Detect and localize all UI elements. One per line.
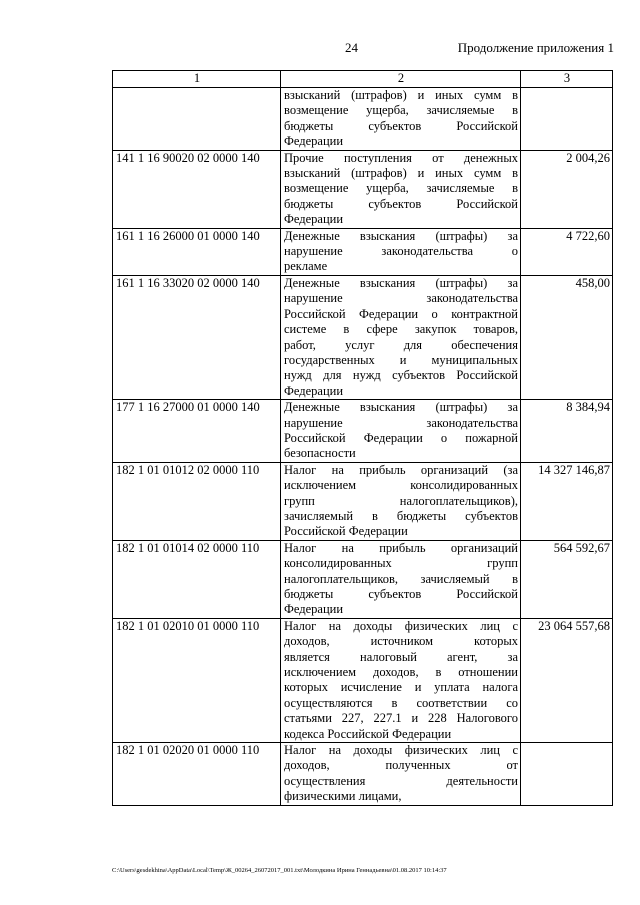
- description-line: бюджеты субъектов Российской: [284, 196, 518, 211]
- description-line: Прочие поступления от денежных: [284, 150, 518, 165]
- description-line: Федерации: [284, 212, 344, 227]
- description-line: Налог на прибыль организаций: [284, 540, 518, 555]
- description-line: осуществляются в соответствии со: [284, 695, 518, 710]
- amount-cell: 14 327 146,87: [521, 462, 613, 540]
- amount-cell: 4 722,60: [521, 228, 613, 275]
- table-row: [113, 228, 613, 275]
- amount-cell: 23 064 557,68: [521, 618, 613, 742]
- table-row: [113, 88, 613, 151]
- column-header-2: 2: [281, 71, 521, 88]
- revenue-description-cell: [281, 400, 521, 463]
- description-line: системе в сфере закупок товаров,: [284, 322, 518, 337]
- revenue-code-cell: 182 1 01 02020 01 0000 110: [113, 743, 281, 806]
- revenue-description-cell: [281, 743, 521, 806]
- amount-cell: 2 004,26: [521, 150, 613, 228]
- description-line: которых исчисление и уплата налога: [284, 680, 518, 695]
- revenue-description-cell: [281, 540, 521, 618]
- table-header-row: [113, 71, 613, 88]
- amount-cell: 8 384,94: [521, 400, 613, 463]
- description-line: физическими лицами,: [284, 789, 402, 804]
- page-number: 24: [345, 40, 358, 55]
- description-line: исключением консолидированных: [284, 478, 518, 493]
- description-line: Налог на доходы физических лиц с: [284, 743, 518, 758]
- description-line: консолидированных групп: [284, 556, 518, 571]
- revenue-code-cell: 161 1 16 33020 02 0000 140: [113, 275, 281, 399]
- description-line: безопасности: [284, 446, 356, 461]
- description-line: бюджеты субъектов Российской: [284, 587, 518, 601]
- amount-cell: [521, 88, 613, 151]
- description-line: Денежные взыскания (штрафы) за: [284, 400, 518, 415]
- table-row: [113, 400, 613, 463]
- table-row: [113, 743, 613, 806]
- amount-cell: 458,00: [521, 275, 613, 399]
- description-line: зачисляемый в бюджеты субъектов: [284, 508, 518, 523]
- revenue-code-cell: 182 1 01 02010 01 0000 110: [113, 618, 281, 742]
- revenue-description-cell: [281, 275, 521, 399]
- description-line: возмещение ущерба, зачисляемые в: [284, 181, 518, 196]
- table-row: [113, 618, 613, 742]
- description-line: групп налогоплательщиков),: [284, 493, 518, 508]
- description-line: взысканий (штрафов) и иных сумм в: [284, 166, 518, 181]
- table-row: [113, 540, 613, 618]
- revenue-description-cell: [281, 88, 521, 151]
- table-row: [113, 462, 613, 540]
- revenue-description-cell: [281, 228, 521, 275]
- table-row: [113, 275, 613, 399]
- description-line: возмещение ущерба, зачисляемые в: [284, 103, 518, 118]
- description-line: Налог на прибыль организаций (за: [284, 462, 518, 477]
- description-line: Денежные взыскания (штрафы) за: [284, 275, 518, 290]
- description-line: нарушение законодательства: [284, 291, 518, 306]
- description-line: Федерации: [284, 134, 344, 149]
- description-line: Федерации: [284, 602, 344, 617]
- file-path-footer: C:\Users\gesdekhina\AppData\Local\Temp\Ж_00264_26072017_001.txt\Молодкина Ирина Геннадьевна\01.08.2017 10:14:37: [112, 867, 447, 874]
- description-line: статьями 227, 227.1 и 228 Налогового: [284, 711, 518, 726]
- amount-cell: 564 592,67: [521, 540, 613, 618]
- description-line: доходов, полученных от: [284, 758, 518, 773]
- description-line: Федерации: [284, 383, 344, 398]
- description-line: является налоговый агент, за: [284, 649, 518, 664]
- amount-cell: [521, 743, 613, 806]
- revenue-description-cell: [281, 462, 521, 540]
- description-line: Российской Федерации: [284, 524, 408, 539]
- revenue-code-cell: 182 1 01 01012 02 0000 110: [113, 462, 281, 540]
- description-line: Денежные взыскания (штрафы) за: [284, 228, 518, 243]
- table-body: [113, 88, 613, 806]
- revenue-code-cell: 161 1 16 26000 01 0000 140: [113, 228, 281, 275]
- table-row: [113, 150, 613, 228]
- budget-revenue-table: [112, 70, 613, 806]
- column-header-3: 3: [521, 71, 613, 88]
- description-line: Российской Федерации о пожарной: [284, 430, 518, 445]
- description-line: Налог на доходы физических лиц с: [284, 618, 518, 633]
- revenue-code-cell: 141 1 16 90020 02 0000 140: [113, 150, 281, 228]
- description-line: взысканий (штрафов) и иных сумм в: [284, 88, 518, 102]
- description-line: Российской Федерации о контрактной: [284, 306, 518, 321]
- description-line: рекламе: [284, 259, 328, 274]
- description-line: работ, услуг для обеспечения: [284, 337, 518, 352]
- description-line: государственных и муниципальных: [284, 352, 518, 367]
- description-line: нужд для нужд субъектов Российской: [284, 368, 518, 383]
- description-line: исключением доходов, в отношении: [284, 665, 518, 680]
- description-line: налогоплательщиков, зачисляемый в: [284, 571, 518, 586]
- revenue-code-cell: 182 1 01 01014 02 0000 110: [113, 540, 281, 618]
- revenue-description-cell: [281, 618, 521, 742]
- description-line: нарушение законодательства о: [284, 244, 518, 259]
- column-header-1: 1: [113, 71, 281, 88]
- revenue-code-cell: 177 1 16 27000 01 0000 140: [113, 400, 281, 463]
- revenue-description-cell: [281, 150, 521, 228]
- description-line: нарушение законодательства: [284, 415, 518, 430]
- revenue-code-cell: [113, 88, 281, 151]
- description-line: кодекса Российской Федерации: [284, 726, 452, 741]
- description-line: осуществления деятельности: [284, 773, 518, 788]
- continuation-note: Продолжение приложения 1: [457, 40, 614, 55]
- description-line: бюджеты субъектов Российской: [284, 118, 518, 133]
- description-line: доходов, источником которых: [284, 634, 518, 649]
